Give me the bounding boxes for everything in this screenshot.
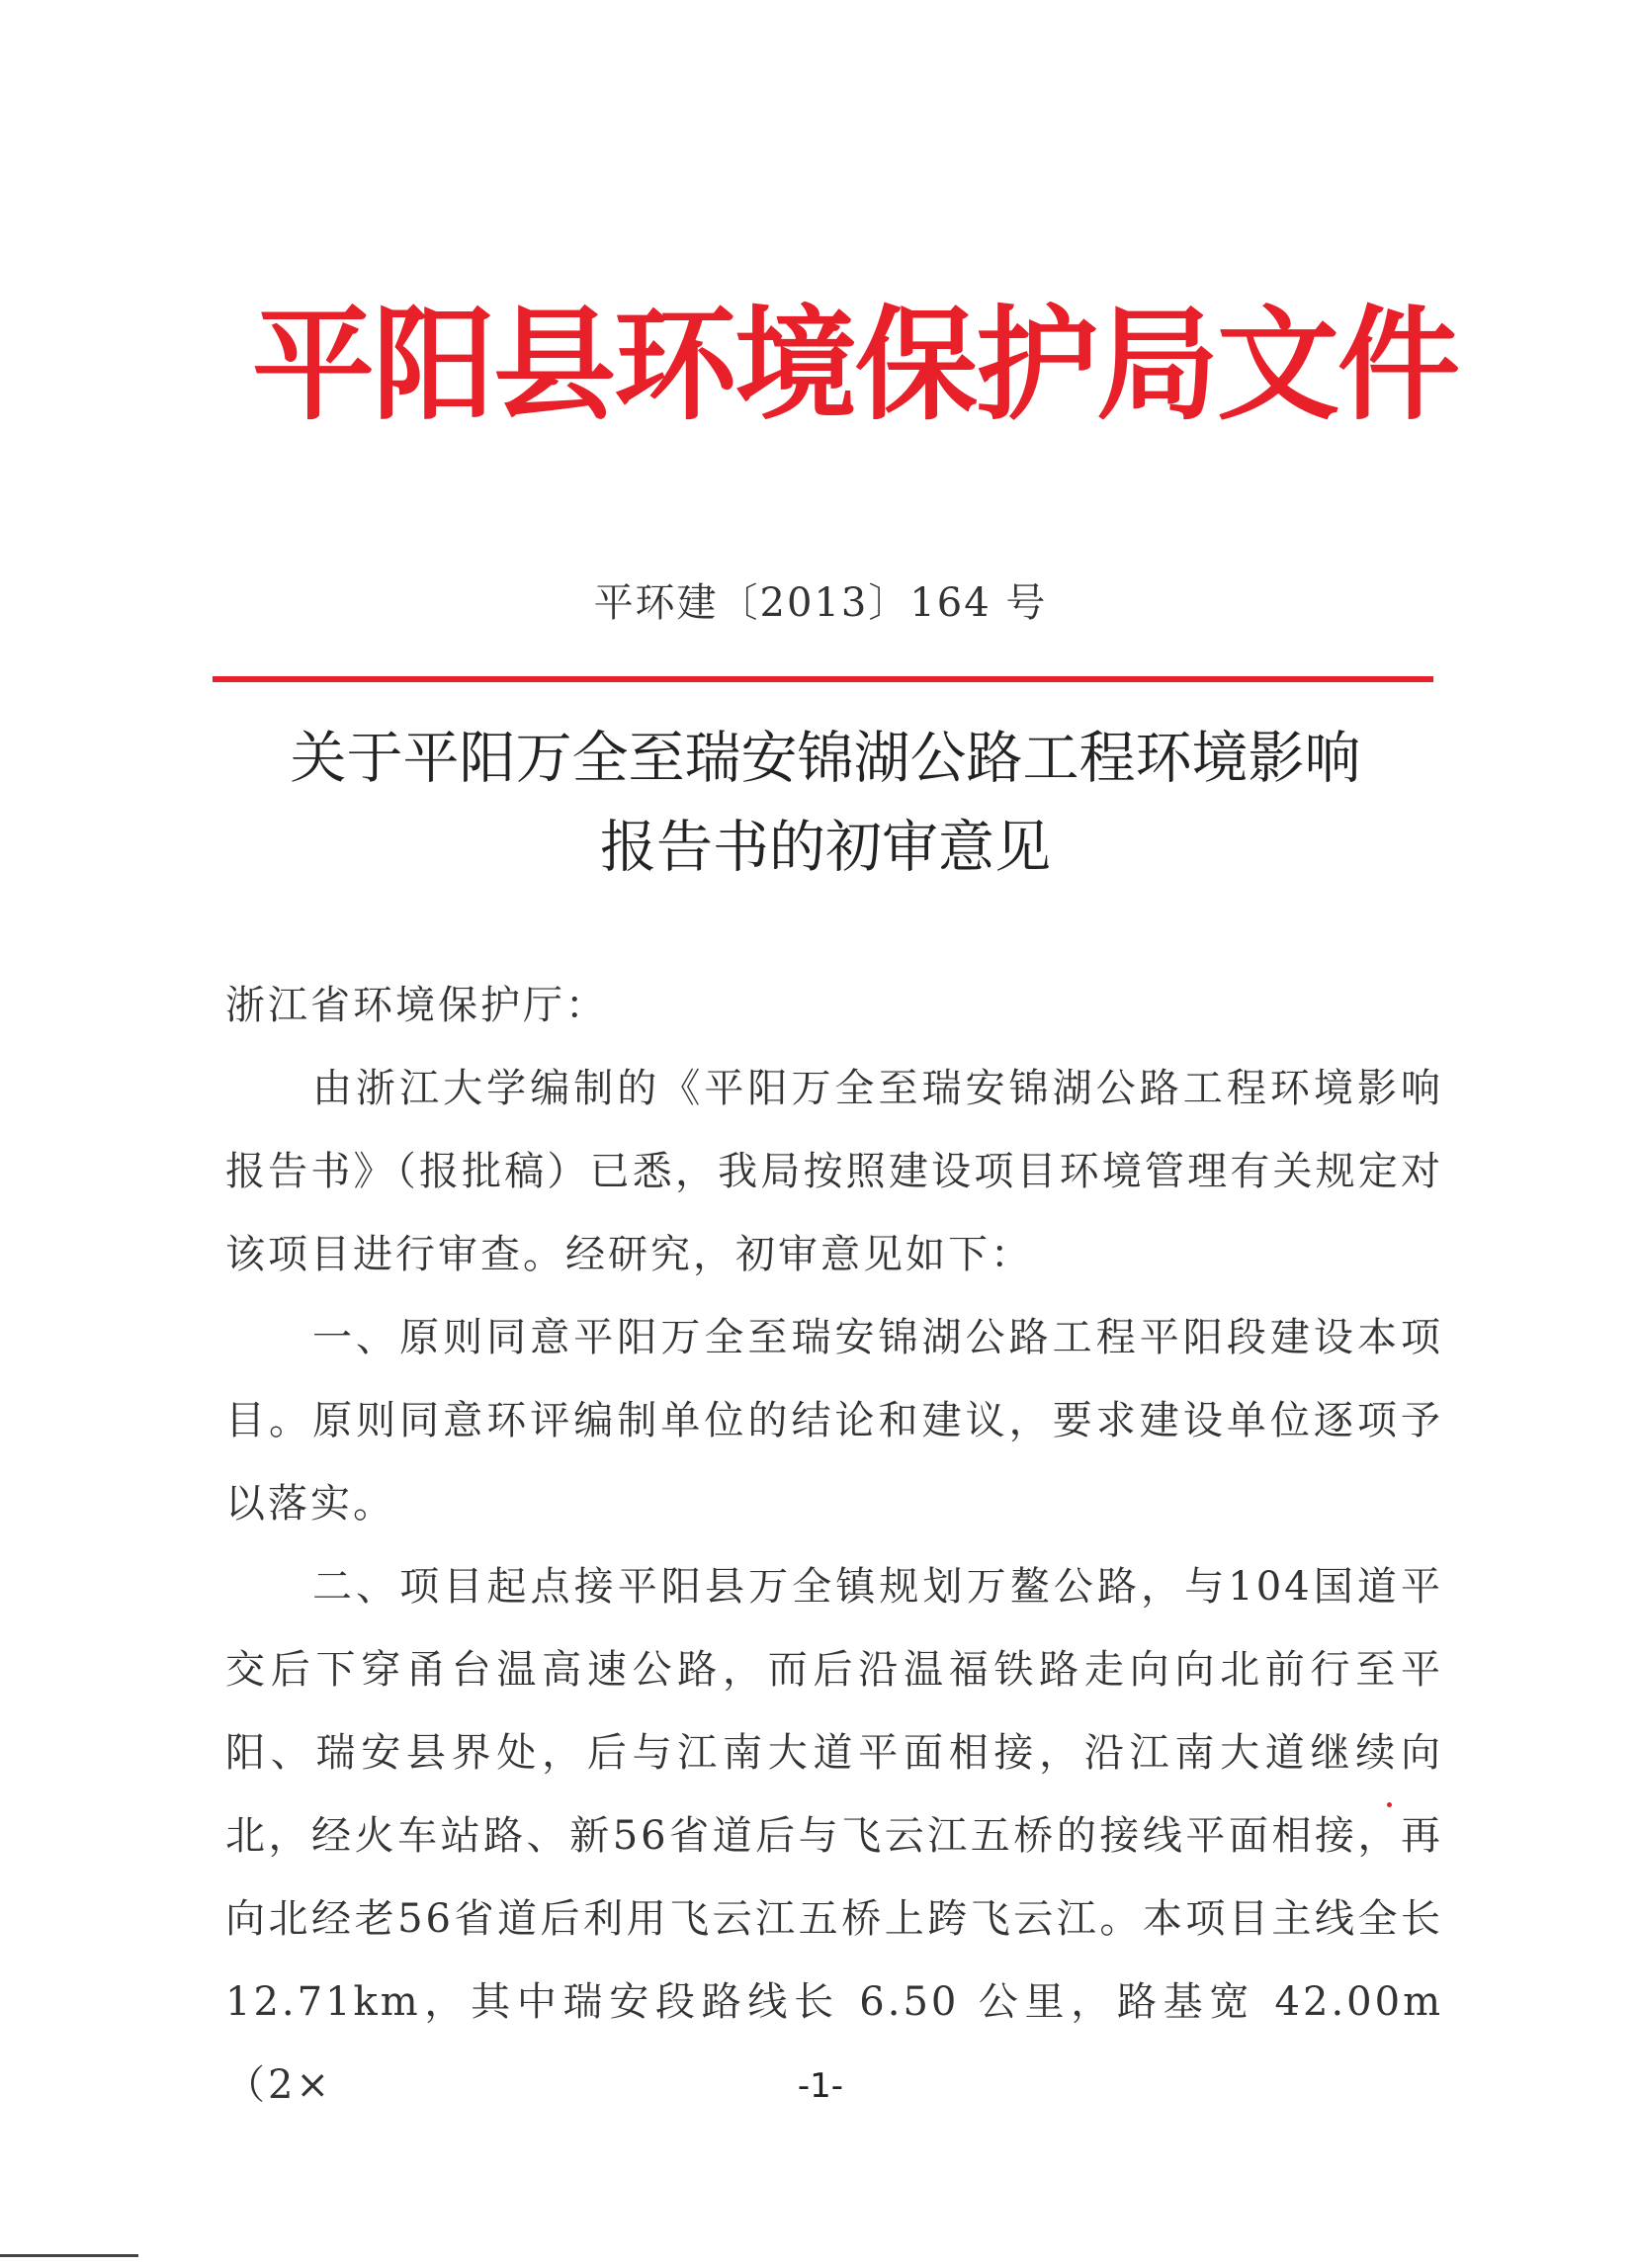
red-divider-line — [213, 676, 1433, 682]
document-body — [225, 964, 1443, 2127]
paragraph-opinion-1: 一、原则同意平阳万全至瑞安锦湖公路工程平阳段建设本项目。原则同意环评编制单位的结论和建议，要求建设单位逐项予以落实。 — [225, 1315, 1443, 1527]
red-ink-dot — [1387, 1802, 1392, 1807]
addressee: 浙江省环境保护厅： — [225, 983, 608, 1028]
document-title-line-1: 关于平阳万全至瑞安锦湖公路工程环境影响 — [290, 726, 1361, 791]
paragraph-opinion-2: 二、项目起点接平阳县万全镇规划万鳌公路，与104国道平交后下穿甬台温高速公路，而后沿温福铁路走向向北前行至平阳、瑞安县界处，后与江南大道平面相接，沿江南大道继续向北，经火车站路、新56省道后与飞云江五桥的接线平面相接，再向北经老56省道后利用飞云江五桥上跨飞云江。本项目主线全长12.71km，其中瑞安段路线长 6.50 公里，路基宽 42.00m（2× — [225, 1564, 1443, 2108]
paragraph-intro: 由浙江大学编制的《平阳万全至瑞安锦湖公路工程环境影响报告书》（报批稿）已悉，我局按照建设项目环境管理有关规定对该项目进行审查。经研究，初审意见如下： — [225, 1066, 1443, 1277]
page-number: -1- — [797, 2066, 844, 2106]
letterhead-title: 平阳县环境保护局文件 — [252, 295, 1459, 437]
document-number: 平环建〔2013〕164 号 — [593, 580, 1048, 626]
scan-edge-mark — [0, 2254, 138, 2257]
document-title — [227, 714, 1423, 892]
document-title-line-2: 报告书的初审意见 — [600, 815, 1051, 880]
